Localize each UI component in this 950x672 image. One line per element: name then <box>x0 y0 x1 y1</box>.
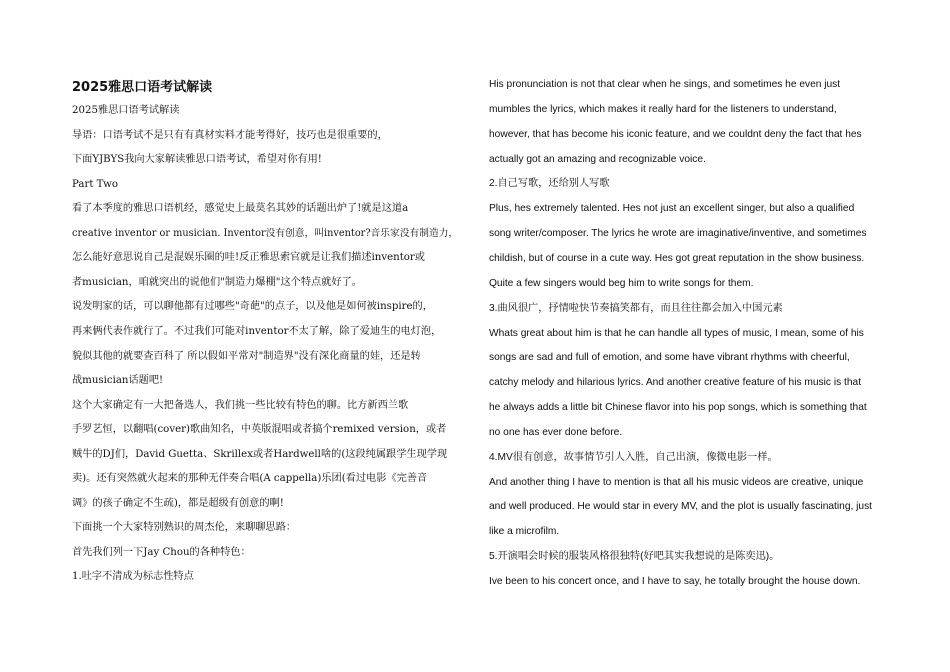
right-paragraph-line: 2.自己写歌，还给别人写歌 <box>489 178 610 190</box>
right-paragraph-line: 5.开演唱会时候的服装风格很独特(好吧其实我想说的是陈奕迅)。 <box>489 551 780 563</box>
right-paragraph-line: 4.MV很有创意，故事情节引人入胜，自己出演，像微电影一样。 <box>489 451 778 463</box>
left-paragraph-line: 贼牛的DJ们，David Guetta、Skrillex或者Hardwell啥的(这段纯属跟学生现学现 <box>72 448 448 460</box>
left-paragraph-line: 怎么能好意思说自己是混娱乐圈的哇!反正雅思索官就是让我们描述inventor或 <box>72 252 425 264</box>
right-paragraph-line: And another thing I have to mention is that all his music videos are creative, unique <box>489 476 864 488</box>
left-paragraph-line: Part Two <box>72 178 118 190</box>
left-paragraph-line: 貌似其他的就要查百科了 所以假如平常对"制造界"没有深化商量的娃，还是转 <box>72 350 421 362</box>
left-paragraph-line: 再来俩代表作就行了。不过我们可能对inventor不太了解，除了爱迪生的电灯泡， <box>72 325 442 337</box>
right-paragraph-line: Whats great about him is that he can handle all types of music, I mean, some of his <box>489 327 864 339</box>
right-paragraph-line: actually got an amazing and recognizable voice. <box>489 153 706 165</box>
right-paragraph-line: song writer/composer. The lyrics he wrote are imaginative/inventive, and sometimes <box>489 228 867 240</box>
right-paragraph-line: Quite a few singers would beg him to write songs for them. <box>489 277 754 289</box>
right-paragraph-line: catchy melody and hilarious lyrics. And another creative feature of his music is that <box>489 377 862 389</box>
left-paragraph-line: 说发明家的话，可以聊他都有过哪些"奇葩"的点子，以及他是如何被inspire的， <box>72 301 433 313</box>
left-paragraph-line: 1.吐字不清成为标志性特点 <box>72 571 194 583</box>
right-paragraph-line: childish, but of course in a cute way. Hes got great reputation in the show business. <box>489 252 865 264</box>
left-paragraph-line: 首先我们列一下Jay Chou的各种特色： <box>72 546 251 558</box>
left-paragraph-line: 下面挑一个大家特别熟识的周杰伦，来聊聊思路： <box>72 522 297 534</box>
right-paragraph-line: no one has ever done before. <box>489 426 623 438</box>
right-paragraph-line: His pronunciation is not that clear when he sings, and sometimes he even just <box>489 79 841 90</box>
right-paragraph-line: songs are sad and full of emotion, and some have vibrant rhythms with cheerful, <box>489 352 850 364</box>
left-paragraph-line: 手罗艺恒，以翻唱(cover)歌曲知名，中英版混唱或者搞个remixed version，或者 <box>72 424 447 436</box>
left-paragraph-line: 者musician，咱就突出的说他们"制造力爆棚"这个特点就好了。 <box>72 276 362 288</box>
left-paragraph-line: 卖)。还有突然就火起来的那种无伴奏合唱(A cappella)乐团(看过电影《完善音 <box>72 473 428 485</box>
document-title: 2025雅思口语考试解读 <box>72 80 213 95</box>
right-paragraph-line: like a microfilm. <box>489 526 560 538</box>
left-paragraph-line: 2025雅思口语考试解读 <box>72 105 180 116</box>
right-paragraph-line: mumbles the lyrics, which makes it really hard for the listeners to understand, <box>489 103 837 115</box>
left-paragraph-line: 调》的孩子确定不生疏)，都是超级有创意的啊! <box>72 497 284 509</box>
left-paragraph-line: 这个大家确定有一大把备选人，我们挑一些比较有特色的聊。比方新西兰歌 <box>72 399 409 411</box>
left-paragraph-line: 看了本季度的雅思口语机经，感觉史上最莫名其妙的话题出炉了!就是这道a <box>72 203 409 215</box>
left-paragraph-line: 下面YJBYS我向大家解读雅思口语考试，希望对你有用! <box>72 154 322 166</box>
right-paragraph-line: Ive been to his concert once, and I have to say, he totally brought the house down. <box>489 576 861 587</box>
right-paragraph-line: Plus, hes extremely talented. Hes not just an excellent singer, but also a qualified <box>489 203 855 215</box>
right-paragraph-line: and well produced. He would star in every MV, and the plot is usually fascinating, just <box>489 501 872 513</box>
left-paragraph-line: 导语：口语考试不是只有有真材实料才能考得好，技巧也是很重要的， <box>72 129 388 141</box>
right-paragraph-line: 3.曲风很广，抒情啦快节奏搞笑都有，而且往往都会加入中国元素 <box>489 302 783 314</box>
left-paragraph-line: creative inventor or musician. Inventor没有创意，叫inventor?音乐家没有制造力， <box>72 227 459 239</box>
right-paragraph-line: however, that has become his iconic feature, and we couldnt deny the fact that hes <box>489 128 862 140</box>
left-paragraph-line: 战musician话题吧! <box>72 375 164 387</box>
right-paragraph-line: he always adds a little bit Chinese flavor into his pop songs, which is something that <box>489 402 867 414</box>
